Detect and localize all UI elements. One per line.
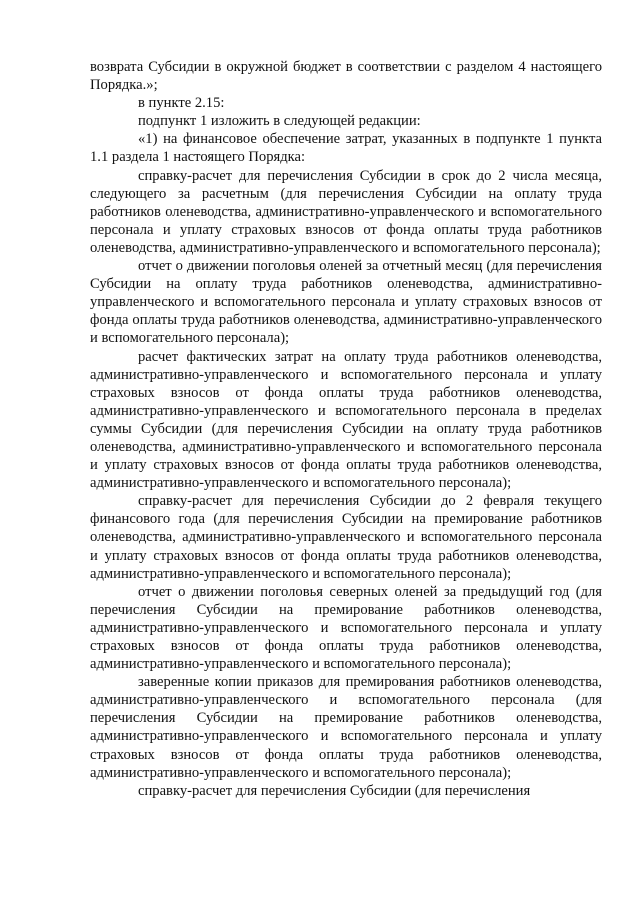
paragraph-subclause-1: подпункт 1 изложить в следующей редакции: — [138, 113, 421, 130]
paragraph-herd-report-monthly: отчет о движении поголовья оленей за отчетный месяц (для перечисления Субсидии на оплату труда работников оленеводства, административно-управленческого и вспомогательного персонала и уплату страховых взносов от фонда оплаты труда работников оленеводства, административно-управленческого и вспомогательного персонала); — [90, 258, 602, 347]
paragraph-calc-reference-last: справку-расчет для перечисления Субсидии (для перечисления — [138, 782, 531, 799]
paragraph-continuation: возврата Субсидии в окружной бюджет в соответствии с разделом 4 настоящего Порядка.»; — [90, 59, 602, 94]
document-page — [90, 58, 602, 800]
paragraph-certified-orders: заверенные копии приказов для премирования работников оленеводства, административно-управленческого и вспомогательного персонала (для перечисления Субсидии на премирование работников оленеводства, административно-управленческого и вспомогательного персонала и уплату страховых взносов от фонда оплаты труда работников оленеводства, административно-управленческого и вспомогательного персонала); — [90, 674, 602, 781]
paragraph-item-1: «1) на финансовое обеспечение затрат, указанных в подпункте 1 пункта 1.1 раздела 1 настоящего Порядка: — [90, 131, 602, 166]
paragraph-clause-2-15: в пункте 2.15: — [138, 95, 225, 112]
paragraph-actual-costs: расчет фактических затрат на оплату труда работников оленеводства, административно-управленческого и вспомогательного персонала и уплату страховых взносов от фонда оплаты труда работников оленеводства, административно-управленческого и вспомогательного персонала в пределах суммы Субсидии (для перечисления Субсидии на оплату труда работников оленеводства, административно-управленческого и вспомогательного персонала и уплату страховых взносов от фонда оплаты труда работников оленеводства, административно-управленческого и вспомогательного персонала); — [90, 348, 602, 492]
paragraph-calc-reference-february: справку-расчет для перечисления Субсидии до 2 февраля текущего финансового года (для перечисления Субсидии на премирование работников оленеводства, административно-управленческого и вспомогательного персонала и уплату страховых взносов от фонда оплаты труда работников оленеводства, административно-управленческого и вспомогательного персонала); — [90, 493, 602, 582]
paragraph-calc-reference: справку-расчет для перечисления Субсидии в срок до 2 числа месяца, следующего за расчетным (для перечисления Субсидии на оплату труда работников оленеводства, административно-управленческого и вспомогательного персонала и уплату страховых взносов от фонда оплаты труда работников оленеводства, административно-управленческого и вспомогательного персонала); — [90, 167, 602, 256]
paragraph-herd-report-yearly: отчет о движении поголовья северных оленей за предыдущий год (для перечисления Субсидии на премирование работников оленеводства, административно-управленческого и вспомогательного персонала и уплату страховых взносов от фонда оплаты труда работников оленеводства, административно-управленческого и вспомогательного персонала); — [90, 583, 602, 673]
